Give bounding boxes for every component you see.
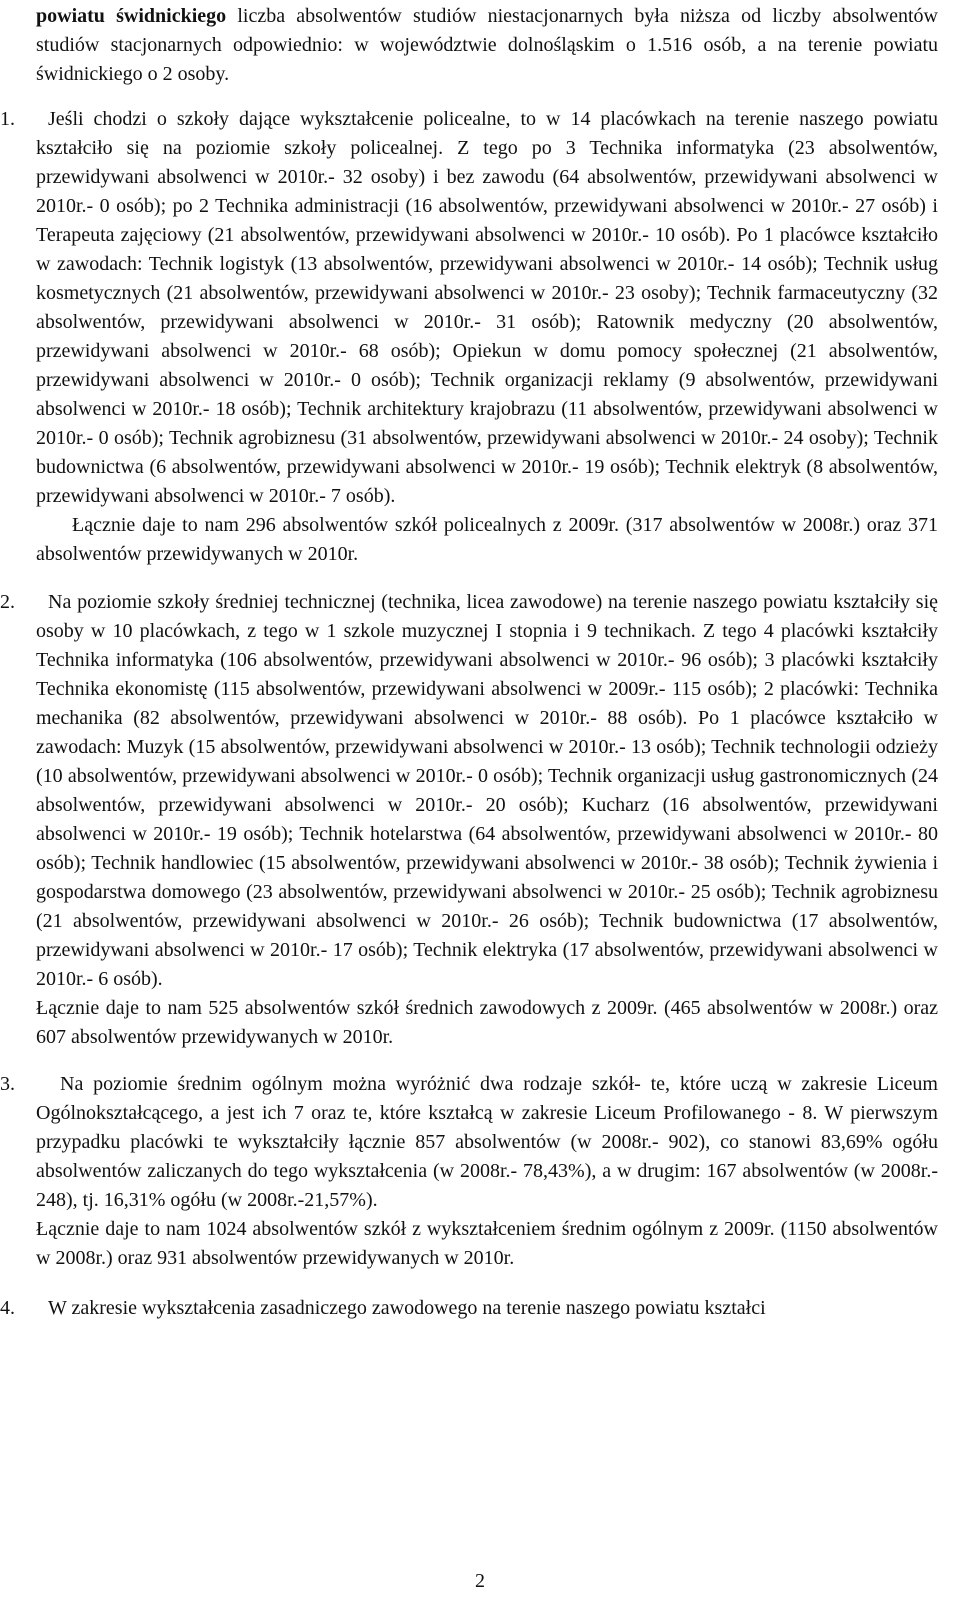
section-3-summary: Łącznie daje to nam 1024 absolwentów szkół z wykształceniem średnim ogólnym z 2009r. (1150 absolwentów w 2008r.) oraz 931 absolwentów przewidywanych w 2010r. [36,1218,938,1269]
section-4-text: W zakresie wykształcenia zasadniczego zawodowego na terenie naszego powiatu kształci [48,1297,766,1319]
page-number: 2 [475,1570,485,1592]
section-1-text: Jeśli chodzi o szkoły dające wykształcenie policealne, to w 14 placówkach na terenie naszego powiatu kształciło się na poziomie szkoły policealnej. Z tego po 3 Technika informatyka (23 absolwentów, przewidywani absolwenci w 2010r.- 32 osoby) i bez zawodu (64 absolwentów, przewidywani absolwenci w 2010r.- 0 osób); po 2 Technika administracji (16 absolwentów, przewidywani absolwenci w 2010r.- 27 osób) i Terapeuta zajęciowy (21 absolwentów, przewidywani absolwenci w 2010r.- 10 osób). Po 1 placówce kształciło w zawodach: Technik logistyk (13 absolwentów, przewidywani absolwenci w 2010r.- 14 osób); Technik usług kosmetycznych (21 absolwentów, przewidywani absolwenci w 2010r.- 23 osoby); Technik farmaceutyczny (32 absolwentów, przewidywani absolwenci w 2010r.- 31 osób); Ratownik medyczny (20 absolwentów, przewidywani absolwenci w 2010r.- 68 osób); Opiekun w domu pomocy społecznej (21 absolwentów, przewidywani absolwenci w 2010r.- 0 osób); Technik organizacji reklamy (9 absolwentów, przewidywani absolwenci w 2010r.- 18 osób); Technik architektury krajobrazu (11 absolwentów, przewidywani absolwenci w 2010r.- 0 osób); Technik agrobiznesu (31 absolwentów, przewidywani absolwenci w 2010r.- 24 osoby); Technik budownictwa (6 absolwentów, przewidywani absolwenci w 2010r.- 19 osób); Technik elektryk (8 absolwentów, przewidywani absolwenci w 2010r.- 7 osób). [36,108,938,507]
section-4-number: 4. [0,1297,15,1319]
section-1-number: 1. [0,108,15,130]
section-2 [0,588,938,1052]
intro-paragraph [36,0,938,89]
section-1-paragraph [0,105,938,511]
section-2-text: Na poziomie szkoły średniej technicznej (technika, licea zawodowe) na terenie naszego powiatu kształciły się osoby w 10 placówkach, z tego w 1 szkole muzycznej I stopnia i 9 technikach. Z tego 4 placówki kształciły Technika informatyka (106 absolwentów, przewidywani absolwenci w 2010r.- 96 osób); 3 placówki kształciły Technika ekonomistę (115 absolwentów, przewidywani absolwenci w 2009r.- 115 osób); 2 placówki: Technika mechanika (82 absolwentów, przewidywani absolwenci w 2010r.- 88 osób). Po 1 placówce kształciło w zawodach: Muzyk (15 absolwentów, przewidywani absolwenci w 2010r.- 13 osób); Technik technologii odzieży (10 absolwentów, przewidywani absolwenci w 2010r.- 0 osób); Technik organizacji usług gastronomicznych (24 absolwentów, przewidywani absolwenci w 2010r.- 20 osób); Kucharz (16 absolwentów, przewidywani absolwenci w 2010r.- 19 osób); Technik hotelarstwa (64 absolwentów, przewidywani absolwenci w 2010r.- 80 osób); Technik handlowiec (15 absolwentów, przewidywani absolwenci w 2010r.- 38 osób); Technik żywienia i gospodarstwa domowego (23 absolwentów, przewidywani absolwenci w 2010r.- 25 osób); Technik agrobiznesu (21 absolwentów, przewidywani absolwenci w 2010r.- 26 osób); Technik budownictwa (17 absolwentów, przewidywani absolwenci w 2010r.- 17 osób); Technik elektryka (17 absolwentów, przewidywani absolwenci w 2010r.- 6 osób). [36,591,938,990]
section-3-number: 3. [0,1073,15,1095]
section-4 [0,1294,938,1323]
section-3 [0,1070,938,1273]
section-2-paragraph [0,588,938,994]
intro-text: liczba absolwentów studiów niestacjonarnych była niższa od liczby absolwentów studiów stacjonarnych odpowiednio: w województwie dolnośląskim o 1.516 osób, a na terenie powiatu świdnickiego o 2 osoby. [36,5,938,85]
section-2-number: 2. [0,591,15,613]
intro-bold-lead: powiatu świdnickiego [36,5,227,27]
section-3-text: Na poziomie średnim ogólnym można wyróżnić dwa rodzaje szkół- te, które uczą w zakresie Liceum Ogólnokształcącego, a jest ich 7 oraz te, które kształcą w zakresie Liceum Profilowanego - 8. W pierwszym przypadku placówki te wykształciły łącznie 857 absolwentów (w 2008r.- 902), co stanowi 83,69% ogółu absolwentów zaliczanych do tego wykształcenia (w 2008r.- 78,43%), a w drugim: 167 absolwentów (w 2008r.- 248), tj. 16,31% ogółu (w 2008r.-21,57%). [36,1073,938,1211]
section-4-paragraph [0,1294,938,1323]
section-1 [0,105,938,569]
section-1-summary: Łącznie daje to nam 296 absolwentów szkół policealnych z 2009r. (317 absolwentów w 2008r.) oraz 371 absolwentów przewidywanych w 2010r. [36,514,938,565]
section-2-summary: Łącznie daje to nam 525 absolwentów szkół średnich zawodowych z 2009r. (465 absolwentów w 2008r.) oraz 607 absolwentów przewidywanych w 2010r. [36,997,938,1048]
section-3-paragraph [0,1070,938,1215]
